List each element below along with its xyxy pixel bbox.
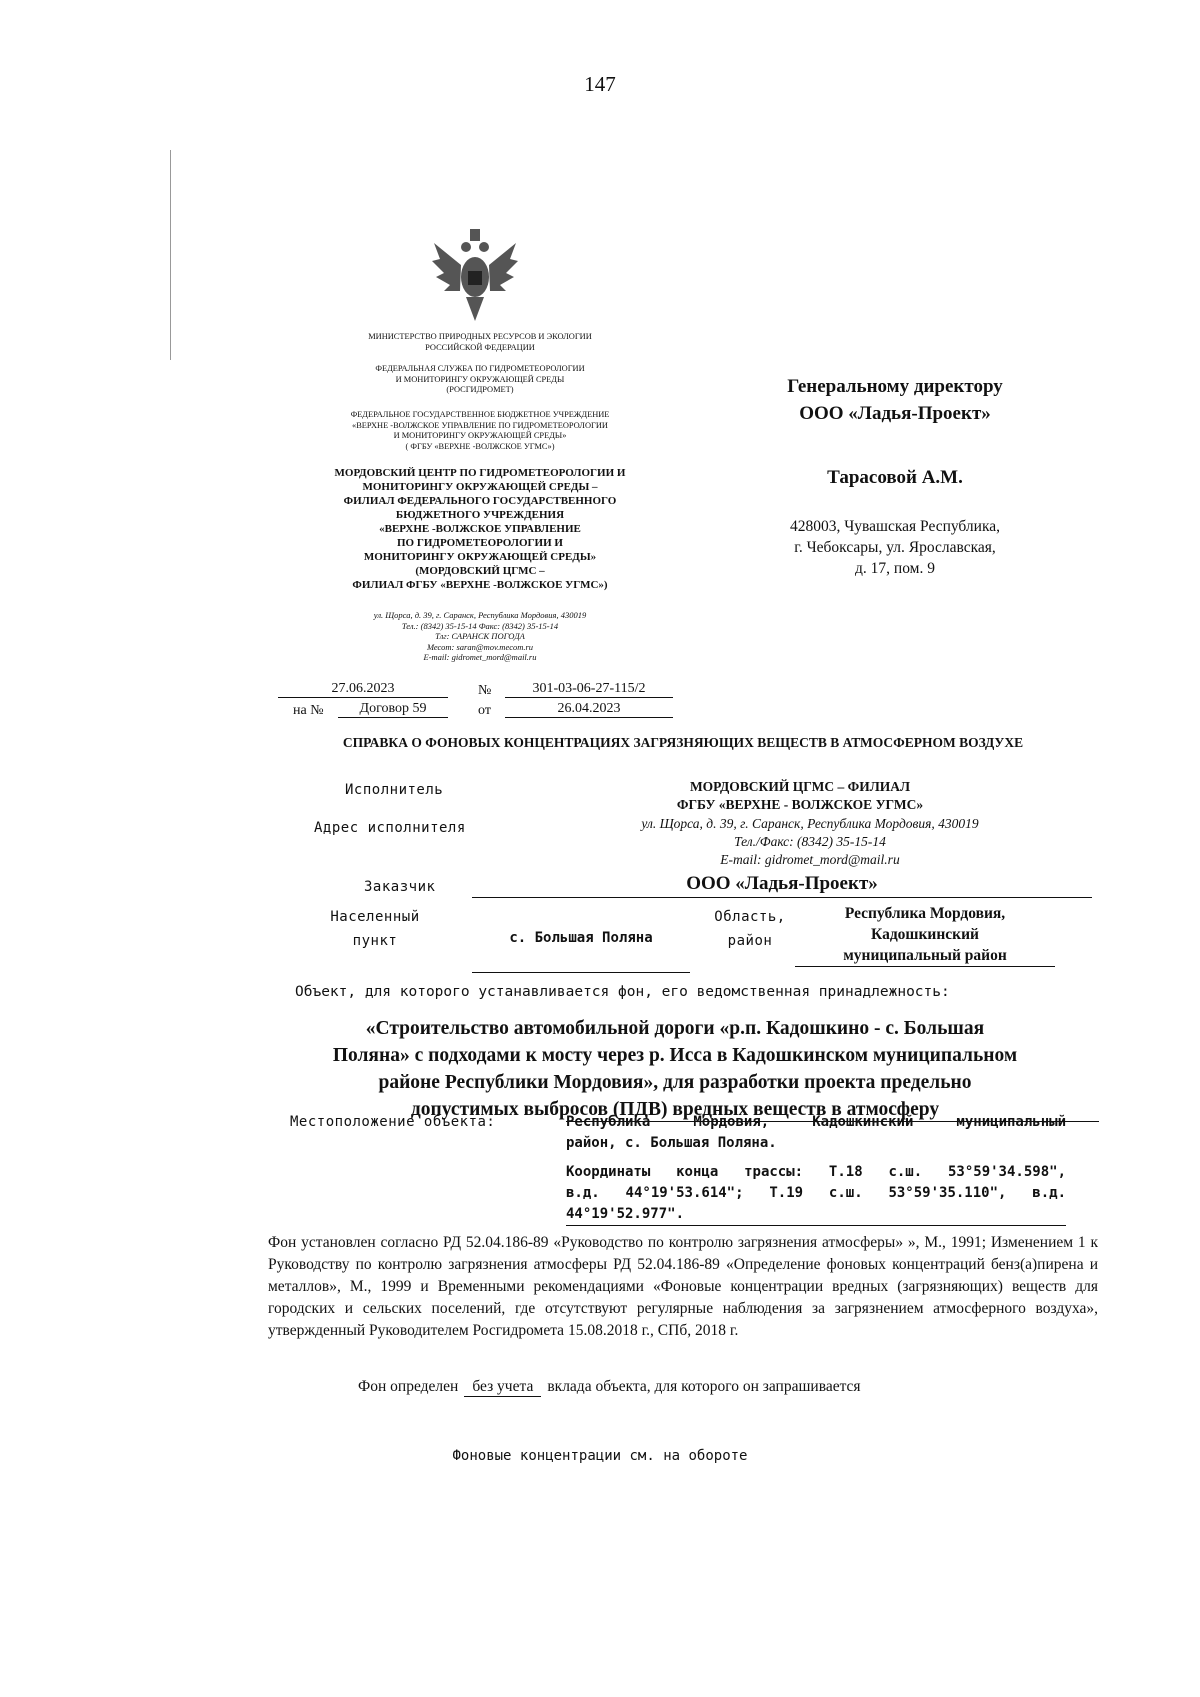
customer-label: Заказчик xyxy=(364,879,436,895)
branch-header: МОРДОВСКИЙ ЦЕНТР ПО ГИДРОМЕТЕОРОЛОГИИ И МОНИТОРИНГУ ОКРУЖАЮЩЕЙ СРЕДЫ – ФИЛИАЛ ФЕДЕРАЛЬНОГО ГОСУДАРСТВЕННОГО БЮДЖЕТНОГО УЧРЕЖДЕНИЯ «ВЕРХНЕ -ВОЛЖСКОЕ УПРАВЛЕНИЕ ПО ГИДРОМЕТЕОРОЛОГИИ И МОНИТОРИНГУ ОКРУЖАЮЩЕЙ СРЕДЫ» (МОРДОВСКИЙ ЦГМС – ФИЛИАЛ ФГБУ «ВЕРХНЕ -ВОЛЖСКОЕ УГМС») xyxy=(334,467,626,591)
certificate-title: СПРАВКА О ФОНОВЫХ КОНЦЕНТРАЦИЯХ ЗАГРЯЗНЯЮЩИХ ВЕЩЕСТВ В АТМОСФЕРНОМ ВОЗДУХЕ xyxy=(342,735,1024,750)
location-label: Местоположение объекта: xyxy=(290,1114,496,1130)
addressee-role: Генеральному директору xyxy=(787,376,1003,397)
branch-contacts: ул. Щорса, д. 39, г. Саранск, Республика Мордовия, 430019 Тел.: (8342) 35-15-14 Факс: (8342) 35-15-14 Тлг: САРАНСК ПОГОДА Месот: saran@mov.mecom.ru E-mail: gidromet_mord@mail.ru xyxy=(373,610,587,662)
settlement-value: с. Большая Поляна xyxy=(472,930,690,973)
background-determined: Фон определен без учета вклада объекта, для которого он запрашивается xyxy=(358,1378,861,1395)
service-header: ФЕДЕРАЛЬНАЯ СЛУЖБА ПО ГИДРОМЕТЕОРОЛОГИИ И МОНИТОРИНГУ ОКРУЖАЮЩЕЙ СРЕДЫ (РОСГИДРОМЕТ) xyxy=(375,364,585,394)
institution-header: ФЕДЕРАЛЬНОЕ ГОСУДАРСТВЕННОЕ БЮДЖЕТНОЕ УЧРЕЖДЕНИЕ «ВЕРХНЕ -ВОЛЖСКОЕ УПРАВЛЕНИЕ ПО ГИДРОМЕТЕОРОЛОГИИ И МОНИТОРИНГУ ОКРУЖАЮЩЕЙ СРЕДЫ» ( ФГБУ «ВЕРХНЕ -ВОЛЖСКОЕ УГМС») xyxy=(350,410,610,451)
executor-address-label: Адрес исполнителя xyxy=(314,820,466,836)
region-label: Область, район xyxy=(714,909,786,949)
footer-note: Фоновые концентрации см. на обороте xyxy=(452,1448,748,1464)
number-sign: № xyxy=(478,683,492,698)
location-value: Республика Мордовия, Кадошкинский муниципальный район, с. Большая Поляна. Координаты конца трассы: Т.18 с.ш. 53°59'34.598", в.д. 44°19'53.614"; Т.19 с.ш. 53°59'35.110", в.д. 44°19'52.977". xyxy=(566,1112,1066,1226)
executor-value: МОРДОВСКИЙ ЦГМС – ФИЛИАЛ ФГБУ «ВЕРХНЕ - ВОЛЖСКОЕ УГМС» xyxy=(676,779,924,812)
ref-label: на № xyxy=(293,703,324,718)
determined-blank: без учета xyxy=(464,1378,541,1397)
executor-address-value: ул. Щорса, д. 39, г. Саранск, Республика Мордовия, 430019 Тел./Факс: (8342) 35-15-14 E-mail: gidromet_mord@mail.ru xyxy=(641,816,979,867)
ministry-header: МИНИСТЕРСТВО ПРИРОДНЫХ РЕСУРСОВ И ЭКОЛОГИИ РОССИЙСКОЙ ФЕДЕРАЦИИ xyxy=(368,332,592,352)
region-value: Республика Мордовия, Кадошкинский муниципальный район xyxy=(795,903,1055,967)
outgoing-number: 301-03-06-27-115/2 xyxy=(505,681,673,698)
object-description: «Строительство автомобильной дороги «р.п. Кадошкино - с. Большая Поляна» с подходами к мосту через р. Исса в Кадошкинском муниципальном районе Республики Мордовия», для разработки проекта предельно допустимых выбросов (ПДВ) вредных веществ в атмосферу xyxy=(332,1018,1018,1120)
addressee-company: ООО «Ладья-Проект» xyxy=(799,403,991,424)
page-number: 147 xyxy=(584,72,616,96)
from-label: от xyxy=(478,703,491,718)
outgoing-date: 27.06.2023 xyxy=(278,681,448,698)
settlement-label: Населенный пункт xyxy=(330,909,420,949)
ref-date: 26.04.2023 xyxy=(505,701,673,718)
ref-number: Договор 59 xyxy=(338,701,448,718)
state-emblem-icon xyxy=(430,225,520,325)
executor-label: Исполнитель xyxy=(345,782,444,798)
customer-value: ООО «Ладья-Проект» xyxy=(472,873,1092,898)
object-intro: Объект, для которого устанавливается фон, его ведомственная принадлежность: xyxy=(295,984,950,1000)
addressee-block xyxy=(730,373,1060,579)
addressee-name: Тарасовой А.М. xyxy=(827,467,963,488)
addressee-address: 428003, Чувашская Республика, г. Чебоксары, ул. Ярославская, д. 17, пом. 9 xyxy=(789,518,1001,577)
margin-line xyxy=(170,150,171,360)
basis-text: Фон установлен согласно РД 52.04.186-89 «Руководство по контролю загрязнения атмосферы» », М., 1991; Изменением 1 к Руководству по контролю загрязнения атмосферы РД 52.04.186-89 «Определение фоновых концентраций бенз(а)пирена и металлов», М., 1999 и Временными рекомендациями «Фоновые концентрации вредных (загрязняющих) веществ для городских и сельских поселений, где отсутствуют регулярные наблюдения за загрязнением атмосферного воздуха», утвержденный Руководителем Росгидромета 15.08.2018 г., СПб, 2018 г. xyxy=(268,1234,1098,1339)
